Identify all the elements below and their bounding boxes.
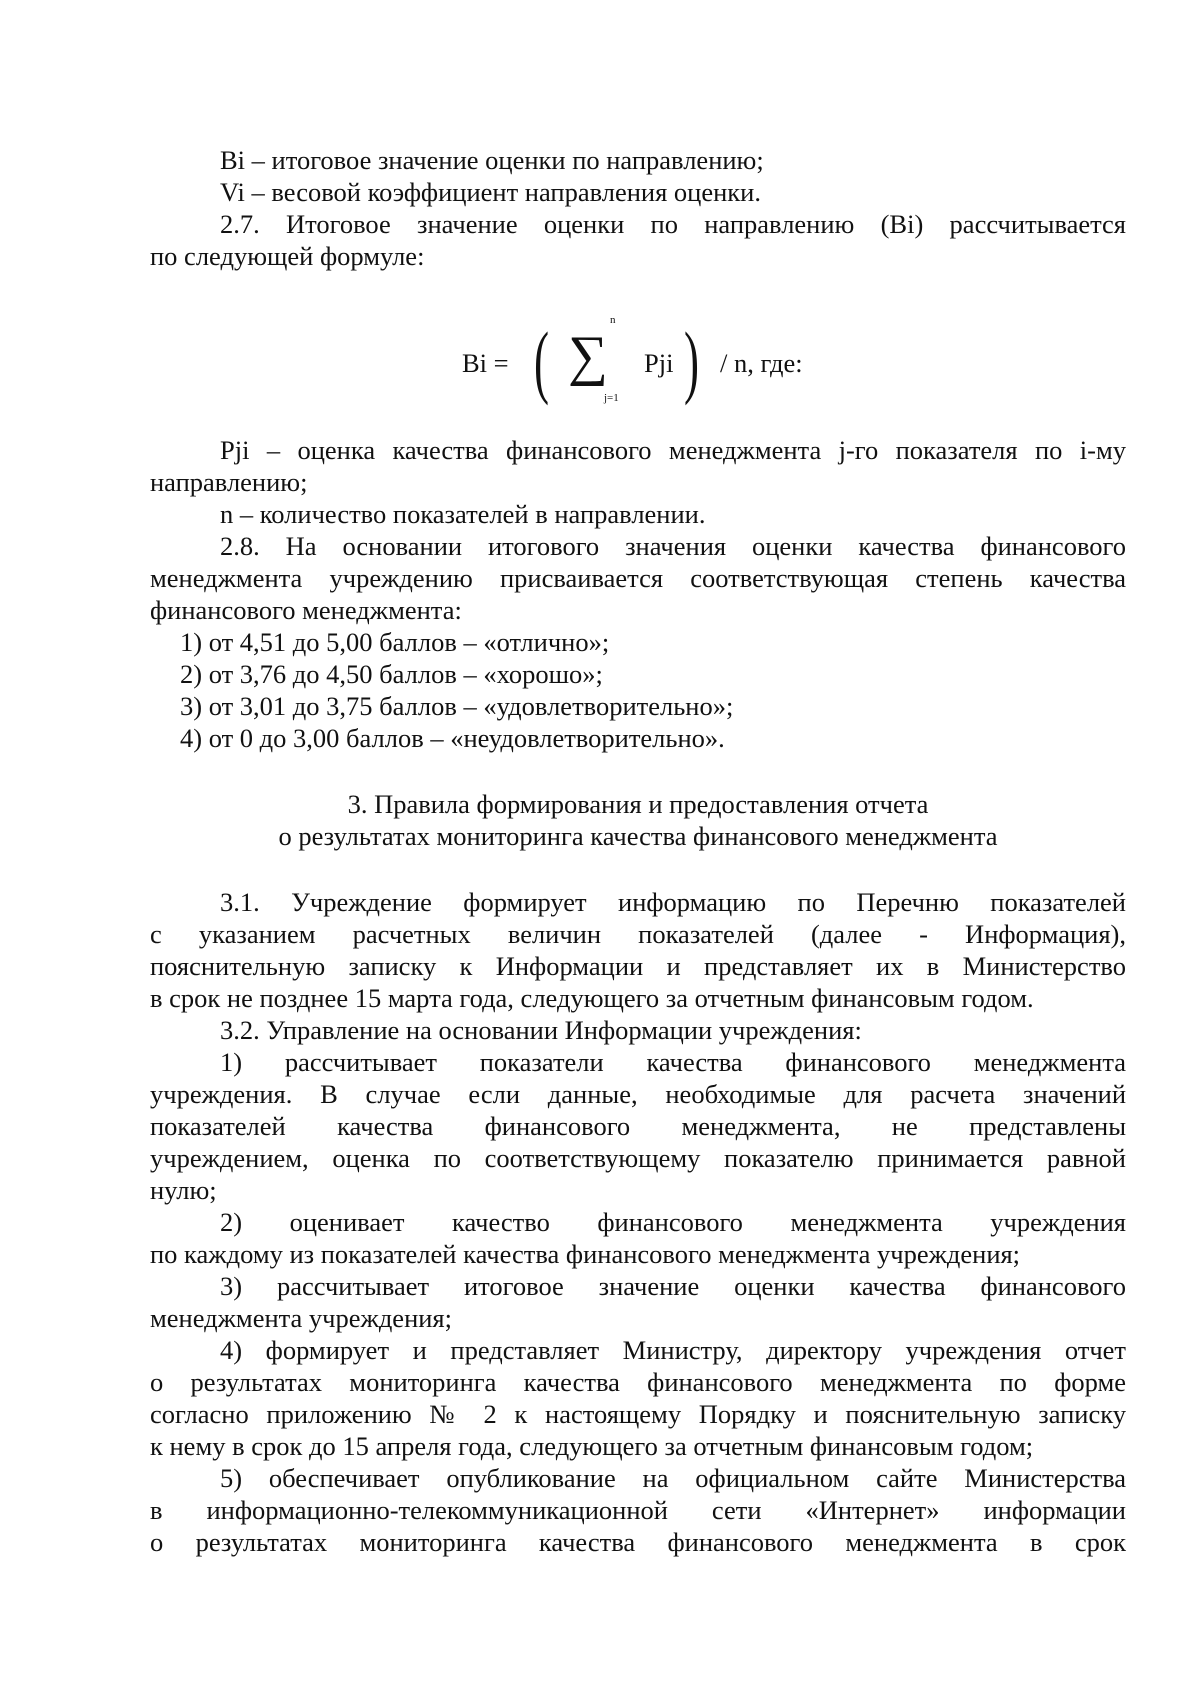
item-3-2-1-cont-1: учреждения. В случае если данные, необходимые для расчета значений (150, 1079, 1126, 1109)
formula-term: Pji (644, 348, 674, 378)
paragraph-2-8-cont-1: менеджмента учреждению присваивается соответствующая степень качества (150, 563, 1126, 593)
definition-bi: Bi – итоговое значение оценки по направлению; (220, 145, 764, 175)
paragraph-3-1-cont-1: с указанием расчетных величин показателей (далее - Информация), (150, 919, 1126, 949)
definition-n: n – количество показателей в направлении. (220, 499, 706, 529)
paragraph-2-7-cont: по следующей формуле: (150, 241, 425, 271)
formula-sum-sign: ∑ (568, 325, 608, 387)
item-3-2-1-cont-3: учреждением, оценка по соответствующему показателю принимается равной (150, 1143, 1126, 1173)
item-3-2-3-cont: менеджмента учреждения; (150, 1303, 452, 1333)
formula-open-paren: ( (534, 315, 550, 406)
item-3-2-1-cont-4: нулю; (150, 1175, 217, 1205)
paragraph-2-7: 2.7. Итоговое значение оценки по направлению (Bi) рассчитывается (220, 209, 1126, 239)
item-3-2-1-cont-2: показателей качества финансового менеджмента, не представлены (150, 1111, 1126, 1141)
paragraph-3-2: 3.2. Управление на основании Информации учреждения: (220, 1015, 862, 1045)
item-3-2-5-cont-2: о результатах мониторинга качества финансового менеджмента в срок (150, 1527, 1126, 1557)
paragraph-2-8-cont-2: финансового менеджмента: (150, 595, 462, 625)
item-3-2-4-cont-1: о результатах мониторинга качества финансового менеджмента по форме (150, 1367, 1126, 1397)
section-3-heading: 3. Правила формирования и предоставления отчета (347, 789, 929, 819)
item-3-2-4: 4) формирует и представляет Министру, директору учреждения отчет (220, 1335, 1126, 1365)
paragraph-3-1: 3.1. Учреждение формирует информацию по Перечню показателей (220, 887, 1126, 917)
paragraph-3-1-cont-2: пояснительную записку к Информации и представляет их в Министерство (150, 951, 1126, 981)
paragraph-3-1-cont-3: в срок не позднее 15 марта года, следующего за отчетным финансовым годом. (150, 983, 1034, 1013)
item-3-2-3: 3) рассчитывает итоговое значение оценки качества финансового (220, 1271, 1126, 1301)
definition-vi: Vi – весовой коэффициент направления оценки. (220, 177, 761, 207)
item-3-2-4-cont-2: согласно приложению № 2 к настоящему Порядку и пояснительную записку (150, 1399, 1126, 1429)
list-item-2: 2) от 3,76 до 4,50 баллов – «хорошо»; (180, 659, 603, 689)
formula-lower-limit: j=1 (604, 392, 619, 404)
formula-rest: / n, где: (720, 348, 803, 378)
list-item-1: 1) от 4,51 до 5,00 баллов – «отлично»; (180, 627, 610, 657)
paragraph-2-8: 2.8. На основании итогового значения оценки качества финансового (220, 531, 1126, 561)
item-3-2-5: 5) обеспечивает опубликование на официальном сайте Министерства (220, 1463, 1126, 1493)
definition-pji: Pji – оценка качества финансового менеджмента j-го показателя по i-му (220, 435, 1126, 465)
formula-bi (462, 314, 862, 418)
item-3-2-2-cont: по каждому из показателей качества финансового менеджмента учреждения; (150, 1239, 1021, 1269)
list-item-3: 3) от 3,01 до 3,75 баллов – «удовлетворительно»; (180, 691, 734, 721)
list-item-4: 4) от 0 до 3,00 баллов – «неудовлетворительно». (180, 723, 725, 753)
formula-upper-limit: n (610, 314, 616, 326)
definition-pji-cont: направлению; (150, 467, 308, 497)
formula-lhs: Bi = (462, 348, 509, 378)
item-3-2-2: 2) оценивает качество финансового менеджмента учреждения (220, 1207, 1126, 1237)
item-3-2-4-cont-3: к нему в срок до 15 апреля года, следующего за отчетным финансовым годом; (150, 1431, 1034, 1461)
item-3-2-1: 1) рассчитывает показатели качества финансового менеджмента (220, 1047, 1126, 1077)
section-3-heading-cont: о результатах мониторинга качества финансового менеджмента (278, 821, 998, 851)
item-3-2-5-cont-1: в информационно-телекоммуникационной сети «Интернет» информации (150, 1495, 1126, 1525)
formula-close-paren: ) (684, 315, 700, 406)
